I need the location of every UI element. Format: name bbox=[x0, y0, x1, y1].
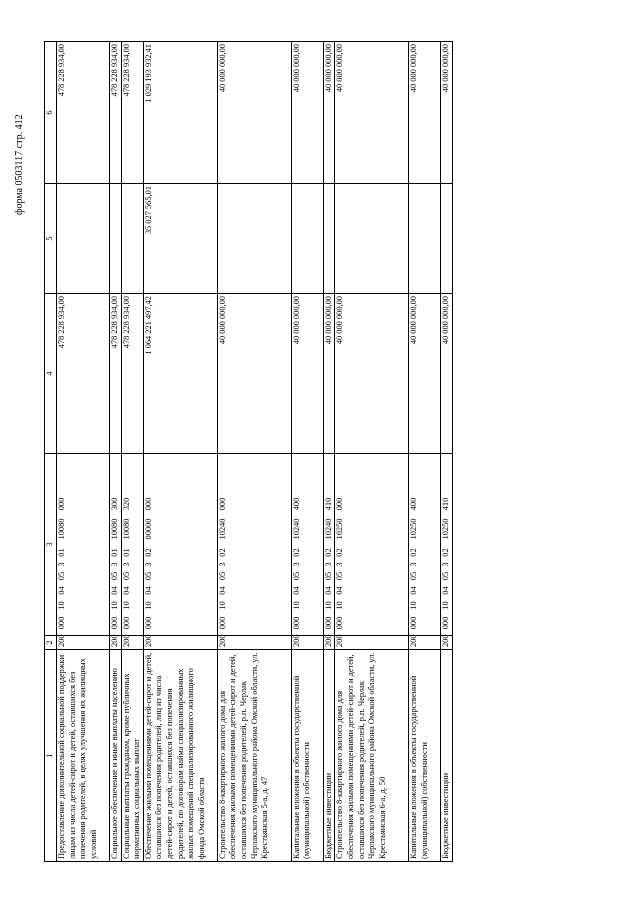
row-name-cell: Капитальные вложения в объекты государственной (муниципальной) собственности bbox=[291, 650, 323, 862]
budget-code-part: 02 bbox=[335, 548, 345, 557]
budget-code-part: 10 bbox=[441, 601, 451, 610]
approved-amount-cell: 478 228 934,00 bbox=[121, 294, 143, 454]
budget-code-part: 04 bbox=[217, 586, 227, 595]
budget-code-cell bbox=[441, 454, 453, 636]
budget-code-part: 000 bbox=[291, 616, 301, 630]
budget-code-part: 04 bbox=[143, 586, 153, 595]
executed-amount-cell bbox=[57, 184, 110, 294]
row-name-cell: Капитальные вложения в объекты государственной (муниципальной) собственности bbox=[409, 650, 441, 862]
budget-code-part: 01 bbox=[110, 548, 119, 557]
unexecuted-amount-cell: 40 000 000,00 bbox=[323, 42, 335, 184]
budget-code-part: 10 bbox=[409, 601, 419, 610]
budget-code-cell bbox=[323, 454, 335, 636]
budget-code-part: 3 bbox=[143, 562, 153, 567]
table-row bbox=[217, 42, 291, 862]
budget-code-part: 05 bbox=[121, 571, 131, 581]
row-name-cell: Предоставление дополнительной социальной поддержки лицам из числа детей-сирот и детей, оставшихся без попечения родителей, в целях улучшения их жилищных условий bbox=[57, 650, 110, 862]
budget-code-part: 10080 bbox=[110, 518, 119, 540]
budget-code-part: 05 bbox=[335, 571, 345, 581]
budget-code-part: 05 bbox=[57, 571, 66, 581]
budget-code-part: 000 bbox=[57, 497, 66, 511]
executed-amount-cell: 35 027 565,01 bbox=[143, 184, 217, 294]
unexecuted-amount-cell: 478 228 934,00 bbox=[110, 42, 122, 184]
budget-code-cell bbox=[335, 454, 409, 636]
budget-code-part: 10 bbox=[110, 601, 119, 610]
executed-amount-cell bbox=[335, 184, 409, 294]
column-header: 4 bbox=[45, 294, 57, 454]
budget-code-part: 05 bbox=[143, 571, 153, 581]
row-name-cell: Социальное обеспечение и иные выплаты населению bbox=[110, 650, 122, 862]
column-header: 3 bbox=[45, 454, 57, 636]
budget-code-cell bbox=[121, 454, 143, 636]
executed-amount-cell bbox=[441, 184, 453, 294]
budget-code-part: 04 bbox=[121, 586, 131, 595]
approved-amount-cell: 40 000 000,00 bbox=[441, 294, 453, 454]
unexecuted-amount-cell: 40 000 000,00 bbox=[441, 42, 453, 184]
table-row bbox=[409, 42, 441, 862]
budget-code-part: 05 bbox=[409, 571, 419, 581]
budget-code-part: 410 bbox=[323, 497, 333, 511]
budget-code-part: 000 bbox=[323, 616, 333, 630]
budget-code-cell bbox=[110, 454, 122, 636]
row-name-cell: Бюджетные инвестиции bbox=[441, 650, 453, 862]
executed-amount-cell bbox=[110, 184, 122, 294]
row-name-cell: Обеспечение жилыми помещениями детей-сирот и детей, оставшихся без попечения родителей, лиц из числа детей-сирот и детей, оставшихся без попечения родителей, по договорам найма специализированных жилых помещений специализированного жилищного фонда Омской области bbox=[143, 650, 217, 862]
table-row bbox=[323, 42, 335, 862]
table-row bbox=[57, 42, 110, 862]
unexecuted-amount-cell: 40 000 000,00 bbox=[409, 42, 441, 184]
budget-code-part: 10 bbox=[57, 601, 66, 610]
budget-code-part: 04 bbox=[323, 586, 333, 595]
budget-code-part: 10 bbox=[143, 601, 153, 610]
approved-amount-cell: 40 000 000,00 bbox=[409, 294, 441, 454]
budget-code-part: 400 bbox=[291, 497, 301, 511]
table-row bbox=[335, 42, 409, 862]
executed-amount-cell bbox=[323, 184, 335, 294]
budget-code-cell bbox=[57, 454, 110, 636]
form-label: форма 0503117 стр. 412 bbox=[14, 114, 25, 215]
budget-code-part: 10 bbox=[291, 601, 301, 610]
executed-amount-cell bbox=[217, 184, 291, 294]
budget-code-part: 02 bbox=[323, 548, 333, 557]
line-code-cell: 200 bbox=[217, 636, 291, 650]
approved-amount-cell: 478 228 934,00 bbox=[57, 294, 110, 454]
unexecuted-amount-cell: 40 000 000,00 bbox=[291, 42, 323, 184]
table-row bbox=[110, 42, 122, 862]
budget-code-part: 000 bbox=[409, 616, 419, 630]
budget-code-part: 3 bbox=[217, 562, 227, 567]
budget-code-part: 000 bbox=[335, 616, 345, 630]
row-name-cell: Социальные выплаты гражданам, кроме публичных нормативных социальных выплат bbox=[121, 650, 143, 862]
executed-amount-cell bbox=[409, 184, 441, 294]
column-header: 2 bbox=[45, 636, 57, 650]
budget-code-part: 000 bbox=[121, 616, 131, 630]
budget-code-cell bbox=[291, 454, 323, 636]
budget-code-part: 000 bbox=[335, 497, 345, 511]
budget-code-part: 02 bbox=[217, 548, 227, 557]
budget-code-part: 02 bbox=[441, 548, 451, 557]
column-header: 6 bbox=[45, 42, 57, 184]
table-row bbox=[441, 42, 453, 862]
budget-code-part: 3 bbox=[335, 562, 345, 567]
budget-code-cell bbox=[409, 454, 441, 636]
line-code-cell: 200 bbox=[121, 636, 143, 650]
budget-code-part: 05 bbox=[441, 571, 451, 581]
budget-code-part: 02 bbox=[291, 548, 301, 557]
budget-code-part: 3 bbox=[441, 562, 451, 567]
budget-code-part: 01 bbox=[121, 548, 131, 557]
budget-code-part: 10 bbox=[121, 601, 131, 610]
budget-code-part: 3 bbox=[121, 562, 131, 567]
header-row bbox=[45, 42, 57, 862]
budget-code-part: 000 bbox=[143, 497, 153, 511]
budget-code-part: 000 bbox=[57, 616, 66, 630]
line-code-cell: 200 bbox=[110, 636, 122, 650]
budget-code-part: 10240 bbox=[323, 518, 333, 540]
budget-code-part: 05 bbox=[110, 571, 119, 581]
budget-code-part: 04 bbox=[441, 586, 451, 595]
budget-code-part: 300 bbox=[110, 497, 119, 511]
budget-code-cell bbox=[217, 454, 291, 636]
unexecuted-amount-cell: 40 000 000,00 bbox=[335, 42, 409, 184]
budget-code-part: 05 bbox=[323, 571, 333, 581]
executed-amount-cell bbox=[291, 184, 323, 294]
budget-code-part: 02 bbox=[143, 548, 153, 557]
line-code-cell: 200 bbox=[335, 636, 409, 650]
budget-code-part: 05 bbox=[291, 571, 301, 581]
line-code-cell: 200 bbox=[409, 636, 441, 650]
line-code-cell: 200 bbox=[291, 636, 323, 650]
budget-code-part: 10080 bbox=[121, 518, 131, 540]
approved-amount-cell: 478 228 934,00 bbox=[110, 294, 122, 454]
budget-code-part: 3 bbox=[409, 562, 419, 567]
budget-code-part: 02 bbox=[409, 548, 419, 557]
row-name-cell: Бюджетные инвестиции bbox=[323, 650, 335, 862]
budget-code-part: 10240 bbox=[291, 518, 301, 540]
budget-code-part: 000 bbox=[217, 497, 227, 511]
budget-code-part: 10240 bbox=[217, 518, 227, 540]
report-table bbox=[44, 41, 453, 862]
budget-code-part: 04 bbox=[409, 586, 419, 595]
unexecuted-amount-cell: 478 228 934,00 bbox=[121, 42, 143, 184]
budget-code-part: 320 bbox=[121, 497, 131, 511]
budget-code-part: 04 bbox=[291, 586, 301, 595]
budget-code-part: 04 bbox=[335, 586, 345, 595]
approved-amount-cell: 40 000 000,00 bbox=[335, 294, 409, 454]
budget-code-part: 3 bbox=[291, 562, 301, 567]
budget-code-part: 000 bbox=[441, 616, 451, 630]
unexecuted-amount-cell: 1 029 193 932,41 bbox=[143, 42, 217, 184]
line-code-cell: 200 bbox=[323, 636, 335, 650]
budget-code-part: 3 bbox=[323, 562, 333, 567]
approved-amount-cell: 40 000 000,00 bbox=[323, 294, 335, 454]
column-header: 5 bbox=[45, 184, 57, 294]
line-code-cell: 200 bbox=[143, 636, 217, 650]
budget-code-part: 10 bbox=[323, 601, 333, 610]
row-name-cell: Строительство 8-квартирного жилого дома для обеспечения жилыми помещениями детей-сирот и детей, оставшихся без попечения родителей, р.п. Черлак Черлакского муниципального района Омской области, ул. Крестьянская 5-а, д. 47 bbox=[217, 650, 291, 862]
approved-amount-cell: 40 000 000,00 bbox=[217, 294, 291, 454]
column-header: 1 bbox=[45, 650, 57, 862]
unexecuted-amount-cell: 40 000 000,00 bbox=[217, 42, 291, 184]
budget-code-part: 10 bbox=[335, 601, 345, 610]
budget-code-part: 000 bbox=[217, 616, 227, 630]
budget-code-part: 400 bbox=[409, 497, 419, 511]
budget-code-part: 000 bbox=[110, 616, 119, 630]
budget-code-part: 000 bbox=[143, 616, 153, 630]
budget-code-part: 3 bbox=[57, 562, 66, 567]
budget-code-part: 10250 bbox=[409, 518, 419, 540]
line-code-cell: 200 bbox=[57, 636, 110, 650]
budget-code-part: 04 bbox=[57, 586, 66, 595]
budget-code-part: 10250 bbox=[441, 518, 451, 540]
budget-code-part: 10 bbox=[217, 601, 227, 610]
row-name-cell: Строительство 8-квартирного жилого дома для обеспечения жилыми помещениями детей-сирот и детей, оставшихся без попечения родителей, р.п. Черлак Черлакского муниципального района Омской области, ул. Крестьянская 6-а, д. 50 bbox=[335, 650, 409, 862]
table-row bbox=[121, 42, 143, 862]
budget-code-part: 410 bbox=[441, 497, 451, 511]
unexecuted-amount-cell: 478 228 934,00 bbox=[57, 42, 110, 184]
executed-amount-cell bbox=[121, 184, 143, 294]
budget-code-part: 10080 bbox=[57, 518, 66, 540]
budget-code-part: 00000 bbox=[143, 518, 153, 540]
budget-code-part: 3 bbox=[110, 562, 119, 567]
budget-code-part: 10250 bbox=[335, 518, 345, 540]
budget-code-part: 04 bbox=[110, 586, 119, 595]
table-row bbox=[143, 42, 217, 862]
approved-amount-cell: 1 064 221 497,42 bbox=[143, 294, 217, 454]
budget-code-cell bbox=[143, 454, 217, 636]
approved-amount-cell: 40 000 000,00 bbox=[291, 294, 323, 454]
budget-code-part: 01 bbox=[57, 548, 66, 557]
table-row bbox=[291, 42, 323, 862]
budget-code-part: 05 bbox=[217, 571, 227, 581]
line-code-cell: 200 bbox=[441, 636, 453, 650]
